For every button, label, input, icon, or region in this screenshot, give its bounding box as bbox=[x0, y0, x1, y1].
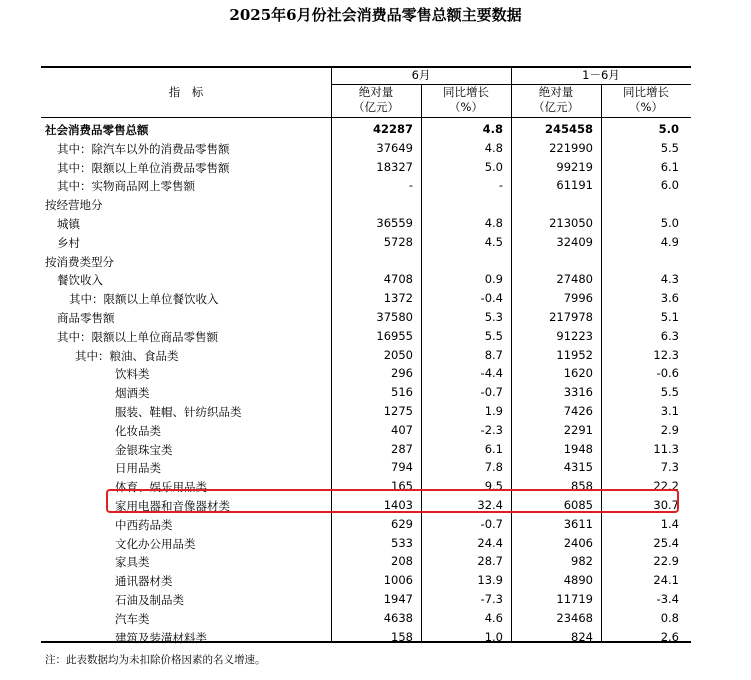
row-label: 饮料类 bbox=[115, 367, 150, 382]
cell-jun-yoy: -0.7 bbox=[480, 516, 503, 531]
row-label: 家具类 bbox=[115, 555, 150, 570]
cell-h1-yoy: 7.3 bbox=[660, 460, 679, 475]
cell-jun-yoy: 6.1 bbox=[484, 441, 503, 456]
cell-h1-abs: 245458 bbox=[544, 122, 593, 136]
header-h1-abs: 绝对量 （亿元） bbox=[533, 85, 579, 114]
cell-jun-abs: 533 bbox=[391, 535, 413, 550]
cell-h1-yoy: 4.9 bbox=[660, 234, 679, 249]
row-label: 家用电器和音像器材类 bbox=[115, 499, 230, 513]
cell-jun-yoy: 5.5 bbox=[484, 328, 503, 343]
cell-h1-yoy: 0.8 bbox=[660, 610, 679, 625]
cell-jun-abs: 37649 bbox=[376, 140, 413, 155]
table-row bbox=[41, 515, 691, 533]
row-label: 其中：粮油、食品类 bbox=[75, 348, 179, 363]
cell-h1-abs: 2406 bbox=[563, 535, 593, 550]
cell-h1-abs: 91223 bbox=[556, 328, 593, 343]
cell-jun-yoy: 28.7 bbox=[477, 554, 503, 569]
cell-jun-abs: 794 bbox=[391, 460, 413, 475]
cell-jun-abs: 5728 bbox=[383, 234, 413, 249]
header-june-yoy: 同比增长 （%） bbox=[443, 85, 489, 114]
cell-jun-abs: 18327 bbox=[376, 159, 413, 174]
cell-h1-abs: 3316 bbox=[563, 385, 593, 400]
cell-jun-abs: 287 bbox=[391, 441, 413, 456]
cell-h1-abs: 2291 bbox=[563, 422, 593, 437]
cell-jun-abs: 42287 bbox=[372, 122, 413, 136]
cell-jun-yoy: 5.0 bbox=[484, 159, 503, 174]
cell-jun-abs: 36559 bbox=[376, 216, 413, 230]
cell-jun-yoy: 7.8 bbox=[484, 460, 503, 475]
row-label: 建筑及装潢材料类 bbox=[115, 630, 207, 645]
header-rule bbox=[41, 117, 691, 118]
table-row bbox=[41, 534, 691, 552]
row-label: 按经营地分 bbox=[45, 198, 103, 213]
cell-jun-yoy: 1.9 bbox=[484, 404, 503, 418]
cell-jun-abs: 1947 bbox=[383, 592, 413, 606]
cell-jun-abs: 4708 bbox=[383, 272, 413, 287]
cell-jun-yoy: 5.3 bbox=[484, 310, 503, 324]
cell-h1-yoy: 25.4 bbox=[653, 535, 679, 550]
row-label: 石油及制品类 bbox=[115, 593, 184, 607]
row-label: 商品零售额 bbox=[57, 311, 115, 325]
cell-jun-abs: 296 bbox=[391, 366, 413, 381]
row-label: 其中：限额以上单位商品零售额 bbox=[57, 329, 218, 344]
table-row bbox=[41, 270, 691, 288]
cell-jun-yoy: -4.4 bbox=[480, 366, 503, 381]
cell-jun-abs: 165 bbox=[391, 479, 413, 494]
cell-h1-abs: 11952 bbox=[556, 347, 593, 362]
cell-jun-yoy: 4.6 bbox=[484, 610, 503, 625]
cell-jun-yoy: 13.9 bbox=[477, 573, 503, 588]
header-june-abs: 绝对量 （亿元） bbox=[353, 85, 399, 114]
cell-jun-abs: 158 bbox=[391, 629, 413, 644]
cell-jun-yoy: 4.8 bbox=[482, 122, 503, 136]
footnote: 注：此表数据均为未扣除价格因素的名义增速。 bbox=[45, 654, 266, 666]
cell-jun-abs: 4638 bbox=[383, 610, 413, 625]
row-label: 汽车类 bbox=[115, 611, 150, 626]
cell-h1-abs: 11719 bbox=[556, 592, 593, 606]
cell-jun-abs: 1372 bbox=[383, 291, 413, 306]
row-label: 化妆品类 bbox=[115, 423, 161, 438]
table-row bbox=[41, 421, 691, 439]
cell-h1-yoy: 5.5 bbox=[660, 385, 679, 400]
table-row bbox=[41, 440, 691, 458]
cell-jun-yoy: 1.0 bbox=[484, 629, 503, 644]
table-row bbox=[41, 308, 691, 326]
row-label: 文化办公用品类 bbox=[115, 536, 196, 551]
cell-jun-yoy: -0.4 bbox=[480, 291, 503, 306]
row-label: 其中：限额以上单位餐饮收入 bbox=[69, 292, 219, 307]
header-june: 6月 bbox=[411, 68, 431, 82]
row-label: 金银珠宝类 bbox=[115, 442, 173, 457]
cell-h1-yoy: 3.6 bbox=[660, 291, 679, 306]
cell-jun-abs: 1403 bbox=[383, 498, 413, 512]
row-label: 中西药品类 bbox=[115, 517, 173, 532]
table-row bbox=[41, 609, 691, 627]
table-row bbox=[41, 176, 691, 194]
cell-jun-yoy: - bbox=[498, 178, 503, 193]
row-label: 按消费类型分 bbox=[45, 254, 114, 269]
cell-h1-abs: 1948 bbox=[563, 441, 593, 456]
row-label: 其中：限额以上单位消费品零售额 bbox=[57, 160, 230, 175]
table-row bbox=[41, 590, 691, 608]
cell-h1-yoy: -0.6 bbox=[656, 366, 679, 381]
cell-jun-yoy: 9.5 bbox=[484, 479, 503, 494]
table-row bbox=[41, 383, 691, 401]
table-row bbox=[41, 120, 691, 138]
row-label: 通讯器材类 bbox=[115, 574, 173, 589]
cell-h1-yoy: 11.3 bbox=[653, 441, 679, 456]
table-row bbox=[41, 402, 691, 420]
table-row bbox=[41, 233, 691, 251]
cell-h1-abs: 32409 bbox=[556, 234, 593, 249]
cell-h1-yoy: 6.3 bbox=[660, 328, 679, 343]
cell-jun-abs: 2050 bbox=[383, 347, 413, 362]
cell-h1-yoy: 6.1 bbox=[660, 159, 679, 174]
table-row bbox=[41, 346, 691, 364]
cell-h1-yoy: -3.4 bbox=[656, 592, 679, 606]
row-label: 城镇 bbox=[57, 217, 80, 231]
cell-h1-yoy: 5.0 bbox=[660, 216, 679, 230]
cell-h1-yoy: 12.3 bbox=[653, 347, 679, 362]
cell-h1-yoy: 5.1 bbox=[660, 310, 679, 324]
cell-h1-yoy: 22.2 bbox=[653, 479, 679, 494]
cell-jun-yoy: -2.3 bbox=[480, 422, 503, 437]
cell-h1-abs: 982 bbox=[571, 554, 593, 569]
cell-h1-yoy: 24.1 bbox=[653, 573, 679, 588]
cell-h1-abs: 217978 bbox=[549, 310, 593, 324]
table-row bbox=[41, 252, 691, 270]
cell-h1-abs: 3611 bbox=[563, 516, 593, 531]
table-row bbox=[41, 289, 691, 307]
cell-jun-abs: 208 bbox=[391, 554, 413, 569]
table-row bbox=[41, 364, 691, 382]
row-label: 烟酒类 bbox=[115, 386, 150, 401]
cell-h1-yoy: 5.5 bbox=[660, 140, 679, 155]
row-label: 社会消费品零售总额 bbox=[45, 123, 149, 137]
cell-jun-abs: 516 bbox=[391, 385, 413, 400]
cell-h1-yoy: 4.3 bbox=[660, 272, 679, 287]
cell-jun-yoy: 8.7 bbox=[484, 347, 503, 362]
cell-h1-yoy: 5.0 bbox=[658, 122, 679, 136]
cell-jun-yoy: -7.3 bbox=[480, 592, 503, 606]
cell-h1-abs: 858 bbox=[571, 479, 593, 494]
cell-h1-yoy: 30.7 bbox=[653, 498, 679, 512]
cell-h1-abs: 99219 bbox=[556, 159, 593, 174]
table-row bbox=[41, 139, 691, 157]
cell-jun-abs: 1275 bbox=[383, 404, 413, 418]
cell-h1-abs: 7426 bbox=[563, 404, 593, 418]
table-row bbox=[41, 628, 691, 646]
row-label: 体育、娱乐用品类 bbox=[115, 480, 207, 495]
row-label: 餐饮收入 bbox=[57, 273, 103, 288]
cell-h1-abs: 4890 bbox=[563, 573, 593, 588]
table-row bbox=[41, 195, 691, 213]
cell-h1-abs: 7996 bbox=[563, 291, 593, 306]
cell-h1-yoy: 3.1 bbox=[660, 404, 679, 418]
highlight-box bbox=[106, 489, 679, 513]
cell-jun-yoy: 24.4 bbox=[477, 535, 503, 550]
table-row bbox=[41, 158, 691, 176]
cell-h1-yoy: 2.9 bbox=[660, 422, 679, 437]
cell-jun-yoy: 4.8 bbox=[484, 216, 503, 230]
cell-h1-abs: 1620 bbox=[563, 366, 593, 381]
row-label: 日用品类 bbox=[115, 461, 161, 476]
cell-h1-abs: 4315 bbox=[563, 460, 593, 475]
cell-jun-abs: 629 bbox=[391, 516, 413, 531]
row-label: 乡村 bbox=[57, 235, 80, 250]
cell-jun-yoy: 4.5 bbox=[484, 234, 503, 249]
row-label: 其中：除汽车以外的消费品零售额 bbox=[57, 141, 230, 156]
header-indicator: 指 标 bbox=[168, 85, 204, 99]
row-label: 其中：实物商品网上零售额 bbox=[57, 179, 195, 194]
table-row bbox=[41, 458, 691, 476]
header-jan-jun: 1－6月 bbox=[582, 68, 620, 82]
cell-h1-abs: 27480 bbox=[556, 272, 593, 287]
table-row bbox=[41, 571, 691, 589]
table-row bbox=[41, 327, 691, 345]
cell-jun-abs: 1006 bbox=[383, 573, 413, 588]
table-row bbox=[41, 552, 691, 570]
table-row bbox=[41, 214, 691, 232]
cell-h1-yoy: 2.6 bbox=[660, 629, 679, 644]
cell-h1-yoy: 22.9 bbox=[653, 554, 679, 569]
cell-h1-abs: 6085 bbox=[563, 498, 593, 512]
cell-jun-yoy: 32.4 bbox=[477, 498, 503, 512]
header-h1-yoy: 同比增长 （%） bbox=[623, 85, 669, 114]
cell-h1-abs: 221990 bbox=[549, 140, 593, 155]
cell-jun-abs: 407 bbox=[391, 422, 413, 437]
cell-h1-abs: 23468 bbox=[556, 610, 593, 625]
cell-h1-abs: 213050 bbox=[549, 216, 593, 230]
table-title: 2025年6月份社会消费品零售总额主要数据 bbox=[229, 6, 522, 24]
cell-jun-yoy: -0.7 bbox=[480, 385, 503, 400]
cell-jun-yoy: 4.8 bbox=[484, 140, 503, 155]
cell-jun-yoy: 0.9 bbox=[484, 272, 503, 287]
cell-jun-abs: 37580 bbox=[376, 310, 413, 324]
cell-h1-abs: 824 bbox=[571, 629, 593, 644]
cell-jun-abs: - bbox=[408, 178, 413, 193]
cell-h1-yoy: 6.0 bbox=[660, 178, 679, 193]
row-label: 服装、鞋帽、针纺织品类 bbox=[115, 405, 242, 419]
cell-h1-yoy: 1.4 bbox=[660, 516, 679, 531]
cell-jun-abs: 16955 bbox=[376, 328, 413, 343]
cell-h1-abs: 61191 bbox=[556, 178, 593, 193]
